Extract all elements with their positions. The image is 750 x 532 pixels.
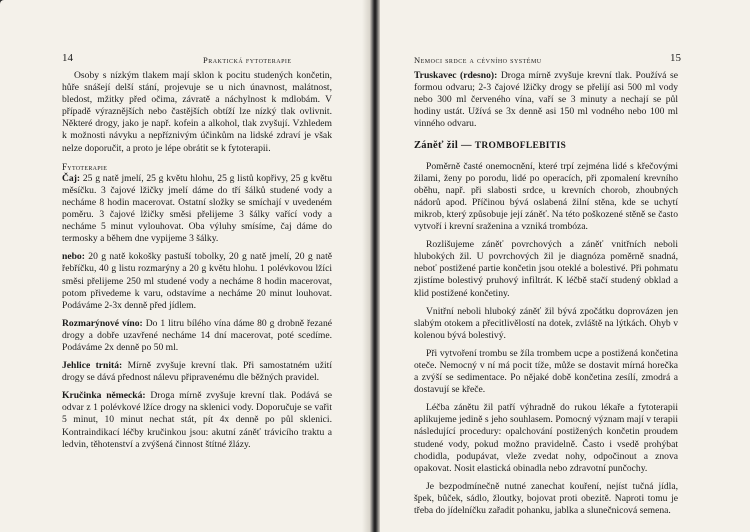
recipe-term: Rozmarýnové víno:	[62, 317, 143, 329]
fytoterapie-heading: Fytoterapie	[62, 161, 108, 172]
page-number: 15	[670, 52, 681, 64]
herb-text: Droga mírně zvyšuje krevní tlak. Podává se odvar z 1 polévkové lžíce drogy na sklenici vody. Doporučuje se vařit 5 minut, 10 minut nechat stát, pít 4x denně po půl sklenici. Kontraindikací léčby kručinkou jsou: akutní záněť trávicího traktu a ledvin, těhotenství a zvýšená činnost štítné žlázy.	[62, 390, 333, 450]
body-paragraph: Je bezpodmínečně nutné zanechat kouření, nejíst tučná jídla, špek, bůček, sádlo, žloutky, bojovat proti obezitě. Naproti tomu je třeba do jídelníčku zařadit pohanku, jablka a slunečnicová semena.	[414, 480, 678, 516]
body-paragraph: Poměrně časté onemocnění, které trpí zejména lidé s křečovými žilami, ženy po porodu, lidé po operacích, při zpomalení krevního oběhu, např. při slabosti srdce, u krevních chorob, zhoubných nádorů apod. Příčinou bývá oslabená žilní stěna, kde se uchytí mikrob, který způsobuje její záněť. Na této poškozené stěně se často vytvoří i krevní sraženina a vzniká trombóza.	[414, 160, 678, 233]
herb-truskavec	[414, 70, 678, 130]
page-number: 14	[62, 52, 73, 64]
running-head: Nemoci srdce a cévního systému	[414, 55, 542, 65]
left-text-column	[62, 70, 332, 457]
section-title	[414, 140, 678, 152]
herb-term: Kručinka německá:	[62, 390, 146, 402]
herb-text: Droga mírně zvyšuje krevní tlak. Používá se formou odvaru; 2-3 čajové lžičky drogy se přelijí asi 500 ml vody nebo 300 ml červeného vína, vaří se 3 minuty a nechají se půl hodiny ustát. Užívá se 3x denně asi 150 ml vodného nebo 100 ml vinného odvaru.	[414, 70, 678, 130]
section-title-sub: TROMBOFLEBITIS	[474, 141, 567, 152]
herb-term: Truskavec (rdesno):	[414, 70, 498, 81]
section-title-main: Záněť žil —	[414, 140, 472, 152]
body-paragraph: Léčba zánětu žil patří výhradně do rukou lékaře a fytoterapii aplikujeme jedině s jeho souhlasem. Pomocný význam mají v terapii následující procedury: opalchování postižených končetin proudem studené vody, pokud možno pravidelně. Často i vsedě prohýbat chodidla, podupávat, vleže zvedat nohy, odpočinout a znova opakovat. Nosit elastická obinadla nebo zdravotní punčochy.	[414, 402, 678, 474]
intro-paragraph: Osoby s nízkým tlakem mají sklon k pocitu studených končetin, hůře snášejí delší stání, projevuje se u nich únavnost, malátnost, bledost, mžitky před očima, závratě a náchylnost k mdlobám. V případě výraznějších nebo častějších obtíží lze nízký tlak ovlivnit. Některé drogy, jako je např. kofein a alkohol, tlak zvyšují. Vzhledem k možnosti návyku a nepříznivým účinkům na lidské zdraví je však nelze doporučit, a proto je lépe obrátit se k fytoterapii.	[62, 70, 332, 154]
body-paragraph: Při vytvoření trombu se žíla trombem ucpe a postižená končetina oteče. Nemocný v ní má pocit tíže, může se dostavit mírná horečka a zvýší se sedimentace. Po nějaké době končetina zesílí, zmodrá a dostavují se křeče.	[414, 347, 678, 396]
running-head: Praktická fytoterapie	[203, 55, 292, 65]
body-paragraph: Vnitřní neboli hluboký záněť žil bývá zpočátku doprovázen jen slabým otokem a přecitlivělostí na dotek, zvláště na lýtkách. Ohyb v kolenou bývá bolestivý.	[414, 305, 678, 341]
herb-text: Mírně zvyšuje krevní tlak. Při samostatném užití drogy se dává přednost nálevu připravenému dle běžných pravidel.	[62, 360, 332, 384]
herb-jehlice	[62, 360, 332, 384]
body-paragraph: Rozlišujeme záněť povrchových a záněť vnitřních neboli hlubokých žil. U povrchových žil je diagnóza poměrně snadná, neboť postižené partie končetin jsou oteklé a bolestivé. Při pohmatu zjistíme bolestivý pruhový infiltrát. K léčbě stačí studený obklad a klid postižené končetiny.	[414, 239, 678, 299]
recipe-text: 25 g natě jmelí, 25 g květu hlohu, 25 g listů kopřivy, 25 g květu měsíčku. 3 čajové lžičky jmelí dáme do tří šálků studené vody a necháme 8 hodin macerovat. Ostatní složky se smíchají v uvedeném poměru. 3 čajové lžičky směsi přelijeme 3 šálky vařící vody a necháme 5 minut vylouhovat. Oba výluhy smísíme, čaj dáme do termosky a během dne vypijeme 3 šálky.	[62, 172, 332, 245]
recipe-text: Do 1 litru bílého vína dáme 80 g drobně řezané drogy a dobře uzavřené necháme 14 dní macerovat, poté scedíme. Podáváme 2x denně po 50 ml.	[62, 317, 332, 353]
recipe-caj	[62, 173, 332, 246]
herb-krucinka	[62, 390, 332, 450]
recipe-nebo	[62, 251, 332, 311]
recipe-text: 20 g natě kokošky pastuší tobolky, 20 g natě jmelí, 20 g natě řebříčku, 40 g listu rozmarýny a 20 g květu hlohu. 1 polévkovou lžíci směsi přelijeme 250 ml studené vody a necháme 8 hodin macerovat, potom přivedeme k varu, odstavíme a necháme 20 minut louhovat. Podáváme 2-3x denně před jídlem.	[62, 251, 332, 311]
right-text-column	[414, 70, 678, 523]
recipe-term: nebo:	[62, 251, 85, 263]
left-page	[0, 0, 370, 532]
recipe-vino	[62, 318, 332, 354]
recipe-term: Čaj:	[62, 172, 81, 184]
right-page	[380, 0, 750, 532]
herb-term: Jehlice trnitá:	[62, 360, 123, 372]
